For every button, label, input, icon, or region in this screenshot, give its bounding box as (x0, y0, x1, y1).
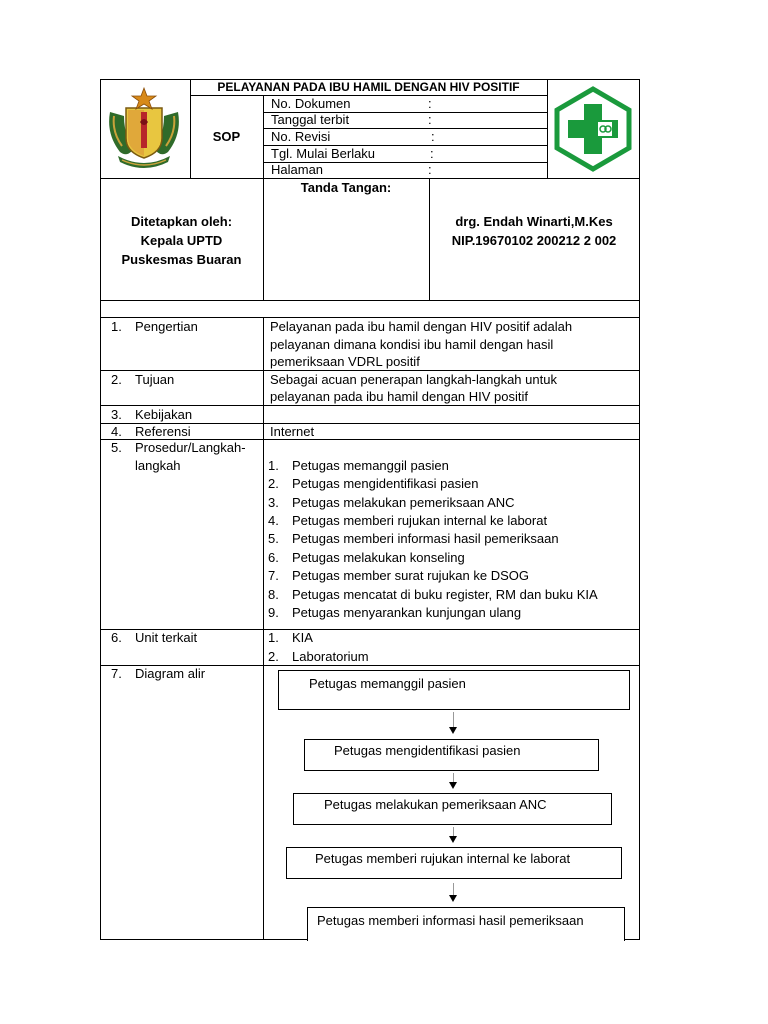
flow-box-label: Petugas memanggil pasien (309, 676, 466, 691)
pengertian-line: Pelayanan pada ibu hamil dengan HIV positif adalah (270, 319, 573, 334)
unit-text: Laboratorium (292, 649, 369, 664)
row-label-unit-terkait: Unit terkait (135, 630, 198, 645)
ditetapkan-line1: Ditetapkan oleh: (130, 214, 233, 229)
unit-number: 2. (268, 649, 279, 664)
step-number: 8. (268, 587, 279, 602)
flow-box-label: Petugas melakukan pemeriksaan ANC (324, 797, 547, 812)
flow-arrow-icon (449, 895, 457, 902)
field-no-revisi-sep: : (431, 129, 435, 144)
step-number: 9. (268, 605, 279, 620)
flow-arrow-icon (449, 836, 457, 843)
step-text: Petugas memberi informasi hasil pemeriksaan (292, 531, 559, 546)
puskesmas-green-cross-icon (552, 86, 634, 172)
row-label-diagram-alir: Diagram alir (135, 666, 206, 681)
field-no-dokumen: No. Dokumen (271, 96, 351, 111)
step-number: 1. (268, 458, 279, 473)
flow-box-label: Petugas memberi rujukan internal ke laborat (315, 851, 571, 866)
step-text: Petugas melakukan pemeriksaan ANC (292, 495, 515, 510)
unit-text: KIA (292, 630, 313, 645)
step-number: 3. (268, 495, 279, 510)
field-no-dokumen-sep: : (428, 96, 432, 111)
field-halaman: Halaman (271, 162, 324, 177)
signatory-nip: NIP.19670102 200212 2 002 (451, 233, 617, 248)
row-label-prosedur: Prosedur/Langkah- (135, 440, 246, 455)
flow-arrow-line (453, 712, 454, 728)
tanda-tangan-label: Tanda Tangan: (300, 180, 392, 195)
flow-arrow-icon (449, 782, 457, 789)
row-label-prosedur-cont: langkah (135, 458, 181, 473)
signatory-name: drg. Endah Winarti,M.Kes (455, 214, 613, 229)
flow-arrow-line (453, 827, 454, 836)
pengertian-line: pemeriksaan VDRL positif (270, 354, 420, 369)
step-number: 6. (268, 550, 279, 565)
row-label-tujuan: Tujuan (135, 372, 175, 387)
field-no-revisi: No. Revisi (271, 129, 331, 144)
step-number: 5. (268, 531, 279, 546)
step-text: Petugas member surat rujukan ke DSOG (292, 568, 529, 583)
flow-box (307, 907, 625, 941)
field-tanggal-terbit-sep: : (428, 112, 432, 127)
tujuan-line: pelayanan pada ibu hamil dengan HIV positif (270, 389, 529, 404)
row-num: 3. (111, 407, 122, 422)
flow-box (293, 793, 612, 825)
tujuan-line: Sebagai acuan penerapan langkah-langkah untuk (270, 372, 557, 387)
regency-emblem-icon (104, 86, 184, 172)
flow-arrow-line (453, 883, 454, 895)
step-text: Petugas melakukan konseling (292, 550, 465, 565)
step-number: 4. (268, 513, 279, 528)
field-tanggal-terbit: Tanggal terbit (271, 112, 350, 127)
flow-box-label: Petugas memberi informasi hasil pemeriksaan (317, 913, 584, 928)
step-text: Petugas mencatat di buku register, RM dan buku KIA (292, 587, 598, 602)
field-tgl-mulai: Tgl. Mulai Berlaku (271, 146, 376, 161)
step-text: Petugas memberi rujukan internal ke laborat (292, 513, 548, 528)
unit-number: 1. (268, 630, 279, 645)
field-tgl-mulai-sep: : (430, 146, 434, 161)
row-num: 5. (111, 440, 122, 455)
referensi-value: Internet (270, 424, 315, 439)
field-halaman-sep: : (428, 162, 432, 177)
flow-box-label: Petugas mengidentifikasi pasien (334, 743, 521, 758)
step-number: 7. (268, 568, 279, 583)
row-num: 2. (111, 372, 122, 387)
flow-box (286, 847, 622, 879)
row-num: 6. (111, 630, 122, 645)
flow-box (304, 739, 599, 771)
step-number: 2. (268, 476, 279, 491)
row-label-kebijakan: Kebijakan (135, 407, 193, 422)
row-label-referensi: Referensi (135, 424, 191, 439)
flow-box (278, 670, 630, 710)
row-label-pengertian: Pengertian (135, 319, 198, 334)
ditetapkan-line2: Kepala UPTD (140, 233, 223, 248)
row-num: 1. (111, 319, 122, 334)
step-text: Petugas mengidentifikasi pasien (292, 476, 479, 491)
sop-label: SOP (212, 129, 241, 144)
row-num: 4. (111, 424, 122, 439)
step-text: Petugas menyarankan kunjungan ulang (292, 605, 522, 620)
flow-arrow-line (453, 773, 454, 782)
step-text: Petugas memanggil pasien (292, 458, 449, 473)
pengertian-line: pelayanan dimana kondisi ibu hamil dengan hasil (270, 337, 554, 352)
ditetapkan-line3: Puskesmas Buaran (121, 252, 242, 267)
row-num: 7. (111, 666, 122, 681)
flow-arrow-icon (449, 727, 457, 734)
sop-title: PELAYANAN PADA IBU HAMIL DENGAN HIV POSITIF (217, 80, 520, 94)
